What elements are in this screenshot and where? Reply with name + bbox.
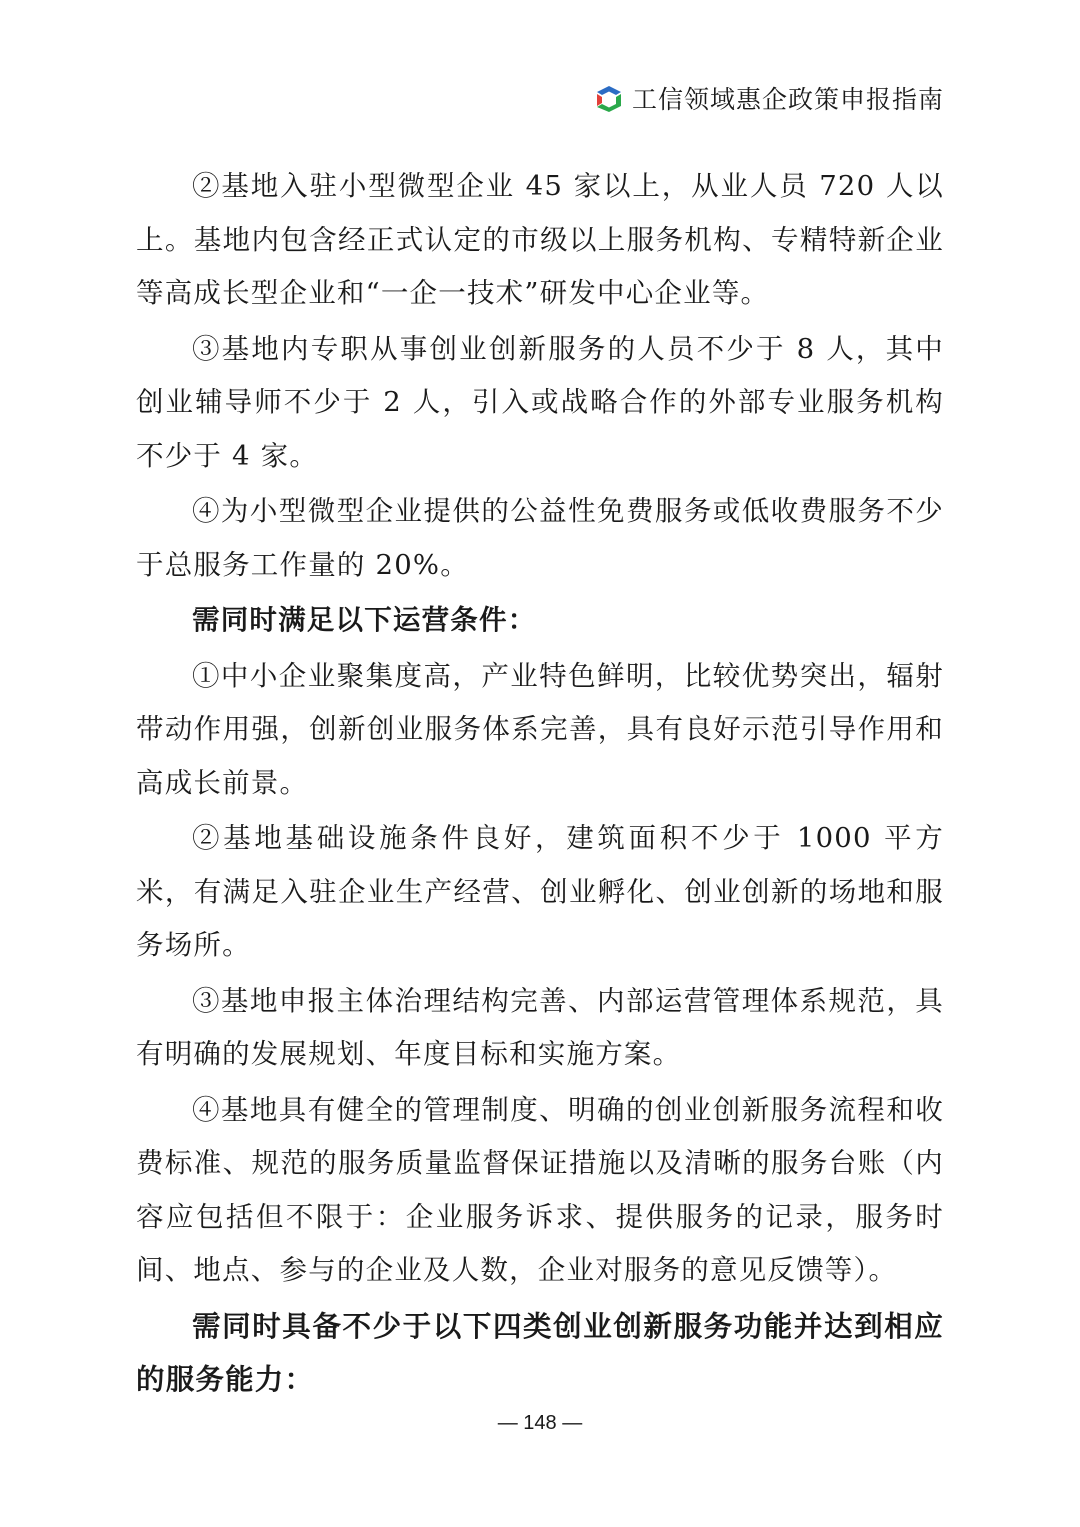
paragraph: ③基地申报主体治理结构完善、内部运营管理体系规范，具有明确的发展规划、年度目标和实施方案。: [136, 984, 944, 1070]
section-heading: 需同时具备不少于以下四类创业创新服务功能并达到相应的服务能力：: [136, 1308, 944, 1396]
tri-arrow-logo-icon: [594, 83, 624, 113]
page-number: — 148 —: [497, 1412, 583, 1434]
paragraph: ④为小型微型企业提供的公益性免费服务或低收费服务不少于总服务工作量的 20%。: [136, 495, 944, 581]
paragraph: ④基地具有健全的管理制度、明确的创业创新服务流程和收费标准、规范的服务质量监督保证措施以及清晰的服务台账（内容应包括但不限于：企业服务诉求、提供服务的记录，服务时间、地点、参与的企业及人数，企业对服务的意见反馈等）。: [136, 1093, 944, 1286]
paragraph: ①中小企业聚集度高，产业特色鲜明，比较优势突出，辐射带动作用强，创新创业服务体系完善，具有良好示范引导作用和高成长前景。: [136, 659, 944, 799]
page-header: [594, 78, 944, 118]
paragraph: ②基地基础设施条件良好，建筑面积不少于 1000 平方米，有满足入驻企业生产经营、创业孵化、创业创新的场地和服务场所。: [136, 822, 944, 961]
paragraph: ③基地内专职从事创业创新服务的人员不少于 8 人，其中创业辅导师不少于 2 人，引入或战略合作的外部专业服务机构不少于 4 家。: [136, 332, 944, 472]
document-body: [136, 160, 944, 1407]
paragraph: ②基地入驻小型微型企业 45 家以上，从业人员 720 人以上。基地内包含经正式认定的市级以上服务机构、专精特新企业等高成长型企业和“一企一技术”研发中心企业等。: [136, 170, 944, 309]
section-heading: 需同时满足以下运营条件：: [192, 604, 537, 636]
header-title: 工信领域惠企政策申报指南: [631, 85, 944, 114]
